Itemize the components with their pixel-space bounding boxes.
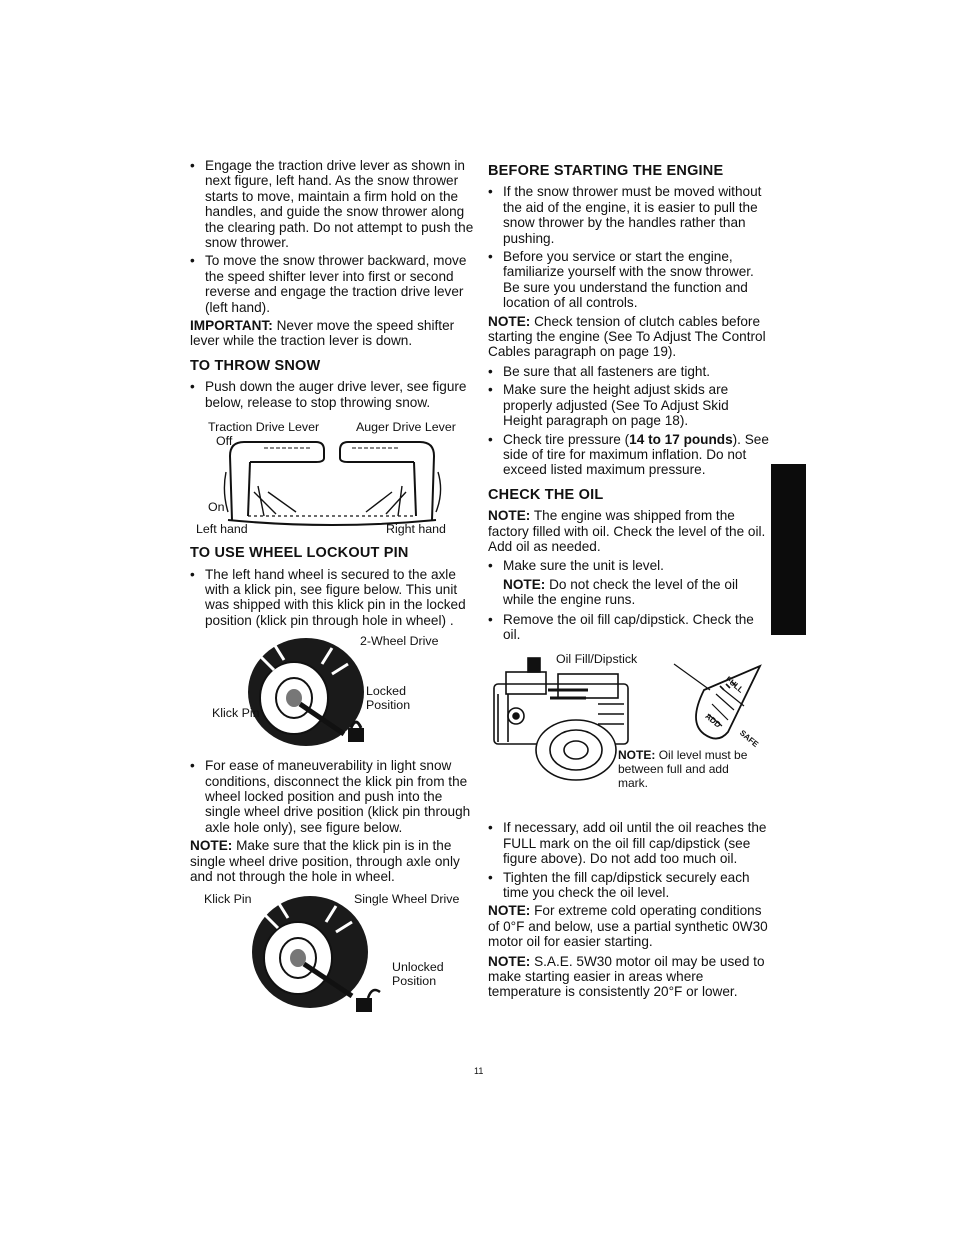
label-add: ADD [703,711,723,731]
important-label: IMPORTANT: [190,318,273,334]
tire-pressure-text-a: Check tire pressure ( [503,431,630,447]
label-oil-fill-dipstick: Oil Fill/Dipstick [556,652,638,667]
fig-note-text: Oil level must be between full and add mark. [618,748,748,791]
engine-drawing [488,654,638,784]
figure-drive-levers [190,414,474,536]
label-auger-drive-lever: Auger Drive Lever [356,420,456,435]
fig-note-label: NOTE: [618,748,656,763]
label-unlocked-position: Unlocked Position [392,960,444,989]
figure-oil-dipstick [488,652,770,812]
heading-throw-snow: TO THROW SNOW [190,357,321,374]
heading-before-starting: BEFORE STARTING THE ENGINE [488,163,724,179]
bullet-tighten-cap: • Tighten the fill cap/dipstick securely each time you check the oil level. [488,870,770,901]
note1-text: Check tension of clutch cables before starting the engine (See To Adjust The Control Cables paragraph on page 19). [488,313,766,360]
note5-text: S.A.E. 5W30 motor oil may be used to make starting easier in areas where temperature is consistently 20°F or lower. [488,953,765,1000]
note2-text: The engine was shipped from the factory filled with oil. Check the level of the oil. Add oil as needed. [488,508,766,554]
label-on: On [208,500,225,515]
tire-pressure-value: 14 to 17 pounds [629,431,733,447]
label-left-hand: Left hand [196,522,248,537]
label-two-wheel-drive: 2-Wheel Drive [360,634,439,649]
note2-label: NOTE: [488,508,531,524]
label-right-hand: Right hand [386,522,446,537]
figure-two-wheel-drive [190,632,474,750]
handle-levers-drawing [220,436,444,526]
label-oil-level-note [618,748,760,790]
tire-pressure-text-b: ). See side of tire for maximum inflation. Do not exceed listed maximum pressure. [503,431,769,478]
right-column [488,158,770,1004]
bullet-unit-level: • Make sure the unit is level. [488,558,770,573]
note1-label: NOTE: [488,313,531,329]
note-clutch-cables [488,314,770,360]
bullet-add-oil: • If necessary, add oil until the oil reaches the FULL mark on the oil fill cap/dipstick (see figure above). Do not add too much oil. [488,820,770,866]
section-tab [771,464,806,635]
bullet-move-backward: • To move the snow thrower backward, move the speed shifter lever into first or second reverse and engage the traction drive lever (left hand). [190,253,474,315]
note-text: Make sure that the klick pin is in the single wheel drive position, through axle only and not through the hole in wheel. [190,838,460,884]
label-full: FULL [723,674,746,696]
bullet-skids: • Make sure the height adjust skids are properly adjusted (See To Adjust Skid Height paragraph on page 18). [488,382,770,428]
label-traction-drive-lever: Traction Drive Lever [208,420,320,435]
important-text: Never move the speed shifter lever while the traction lever is down. [190,318,455,349]
page-number: 11 [474,1066,484,1076]
label-safe: SAFE [737,728,761,750]
bullet-move-without-engine: • If the snow thrower must be moved without the aid of the engine, it is easier to pull the snow thrower by the handles rather than pushing. [488,184,770,246]
label-klick-pin: Klick Pin [212,706,260,721]
bullet-light-snow: • For ease of maneuverability in light snow conditions, disconnect the klick pin from the wheel locked position and push into the single wheel drive position (klick pin through axle hole only), see figure below. [190,758,474,835]
bullet-push-auger: • Push down the auger drive lever, see figure below, release to stop throwing snow. [190,379,474,410]
note-extreme-cold [488,903,770,949]
note-5w30 [488,954,770,1000]
note3-text: Do not check the level of the oil while the engine runs. [503,576,738,608]
figure-single-wheel-drive [190,888,474,1020]
label-klick-pin-single: Klick Pin [204,892,252,907]
bullet-engage-traction: • Engage the traction drive lever as shown in next figure, left hand. As the snow thrower starts to move, maintain a firm hold on the handles, and guide the snow thrower along the clearing path. Do not attempt to push the snow thrower. [190,158,474,250]
important-note [190,318,474,349]
left-column [190,158,474,1028]
bullet-fasteners: • Be sure that all fasteners are tight. [488,364,770,379]
note4-label: NOTE: [488,903,531,919]
bullet-tire-pressure [488,432,770,478]
wheel-drawing-unlocked [248,892,388,1020]
note-klick-pin [190,838,474,884]
heading-check-oil: CHECK THE OIL [488,486,604,503]
bullet-familiarize: • Before you service or start the engine, familiarize yourself with the snow thrower. Be sure you understand the function and location of all controls. [488,249,770,311]
label-locked-position: Locked Position [366,684,411,713]
bullet-remove-dipstick: • Remove the oil fill cap/dipstick. Check the oil. [488,612,770,643]
note5-label: NOTE: [488,953,531,969]
label-single-wheel-drive: Single Wheel Drive [354,892,460,907]
bullet-left-wheel-secured: • The left hand wheel is secured to the axle with a klick pin, see figure below. This unit was shipped with this klick pin in the locked position (klick pin through hole in wheel) . [190,567,474,629]
note4-text: For extreme cold operating conditions of 0°F and below, use a partial synthetic 0W30 motor oil for easier starting. [488,903,768,950]
label-off: Off [216,434,233,449]
heading-wheel-lockout: TO USE WHEEL LOCKOUT PIN [190,545,409,562]
note-factory-oil [488,508,770,554]
note-label: NOTE: [190,838,233,854]
note3-label: NOTE: [503,576,546,592]
note-engine-runs [488,577,770,608]
wheel-drawing-locked [244,634,374,748]
